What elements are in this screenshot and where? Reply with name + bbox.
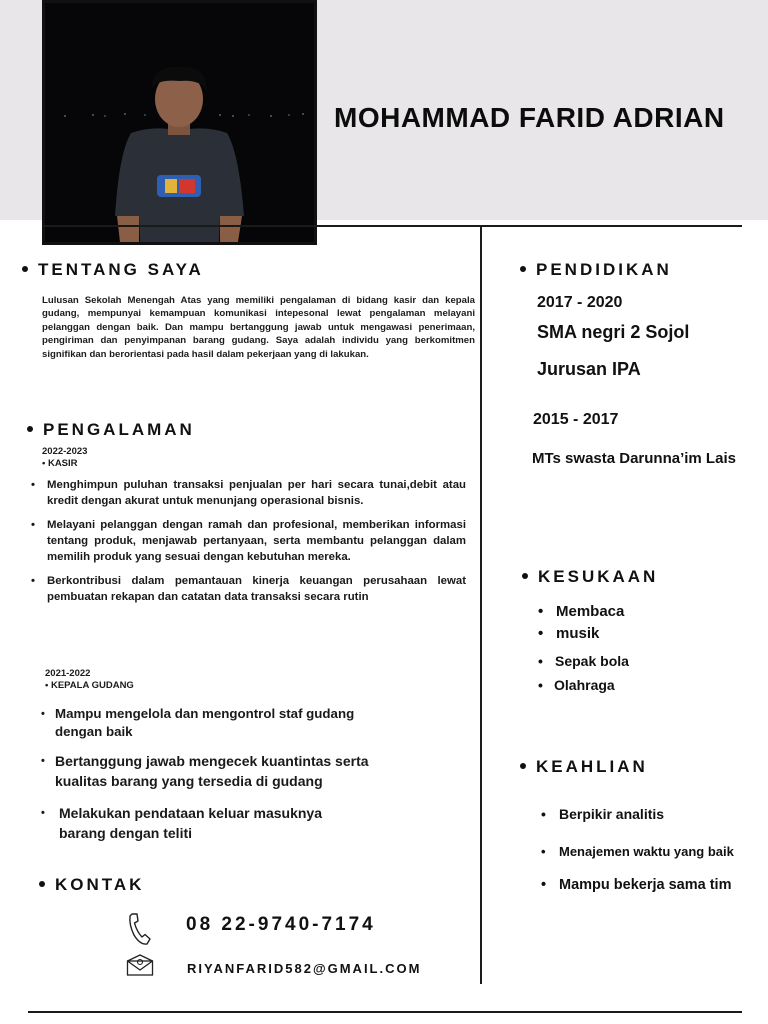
list-item: • Bertanggung jawab mengecek kuantintas serta kualitas barang yang tersedia di gudang <box>41 751 395 791</box>
phone-number[interactable]: 08 22-9740-7174 <box>186 914 376 935</box>
education-years: 2015 - 2017 <box>533 411 619 428</box>
job-role: • KASIR <box>42 458 78 469</box>
list-item: • Berpikir analitis <box>541 805 741 824</box>
bullet-icon <box>522 573 528 579</box>
job-period: 2021-2022 <box>45 668 91 679</box>
education-heading: PENDIDIKAN <box>520 260 672 280</box>
job-period: 2022-2023 <box>42 446 88 457</box>
hobbies-list <box>538 602 738 695</box>
education-school: SMA negri 2 Sojol <box>537 322 690 342</box>
education-school: MTs swasta Darunna’im Lais <box>532 450 736 467</box>
experience-heading: PENGALAMAN <box>27 420 195 440</box>
email-icon <box>126 954 154 976</box>
full-name: MOHAMMAD FARID ADRIAN <box>334 102 725 133</box>
column-divider <box>480 227 482 984</box>
list-item: • Mampu mengelola dan mengontrol staf gudang dengan baik <box>41 705 385 741</box>
job-duties-gudang <box>41 705 401 843</box>
list-item: • Menajemen waktu yang baik <box>541 842 739 861</box>
education-major: Jurusan IPA <box>537 359 641 379</box>
list-item: • Melakukan pendataan keluar masuknya barang dengan teliti <box>41 803 359 843</box>
bullet-icon <box>520 266 526 272</box>
top-divider <box>42 225 742 227</box>
list-item: • Sepak bola <box>538 651 738 671</box>
list-item: • Berkontribusi dalam pemantauan kinerja keuangan perusahaan lewat pembuatan rekapan dan catatan data transaksi secara rutin <box>31 573 466 605</box>
skills-heading: KEAHLIAN <box>520 757 648 777</box>
job-role: • KEPALA GUDANG <box>45 680 134 691</box>
bullet-icon <box>22 266 28 272</box>
list-item: • Melayani pelanggan dengan ramah dan profesional, memberikan informasi tentang produk, menjawab pertanyaan, serta membantu pelanggan dalam memilih produk yang sesuai dengan kebutuhan mereka. <box>31 517 466 565</box>
hobbies-heading: KESUKAAN <box>522 567 658 587</box>
list-item: • Mampu bekerja sama tim <box>541 875 739 895</box>
list-item: • Olahraga <box>538 675 738 695</box>
education-years: 2017 - 2020 <box>537 294 623 311</box>
about-heading: TENTANG SAYA <box>22 260 204 280</box>
portrait-illustration <box>45 3 314 242</box>
list-item: • musik <box>538 624 738 644</box>
contact-heading: KONTAK <box>39 875 144 895</box>
about-text: Lulusan Sekolah Menengah Atas yang memiliki pengalaman di bidang kasir dan kepala gudang, mempunyai kemampuan komunikasi intepesonal lewat pengalaman melayani pelanggan dengan baik. Dan mampu bertanggung jawab untuk mengawasi penerimaan, pengiriman dan penyimpanan barang gudang. Saya adalah individu yang berkomitmen signifikan dan berorientasi pada hasil dalam pekerjaan yang di lakukan. <box>42 295 475 360</box>
bullet-icon <box>520 763 526 769</box>
list-item: • Membaca <box>538 602 738 622</box>
bottom-divider <box>28 1011 742 1013</box>
profile-photo <box>42 0 317 245</box>
skills-list <box>541 805 741 895</box>
phone-icon <box>126 912 152 946</box>
job-duties-kasir <box>31 477 466 613</box>
email-address[interactable]: RIYANFARID582@GMAIL.COM <box>187 961 422 976</box>
bullet-icon <box>39 881 45 887</box>
bullet-icon <box>27 426 33 432</box>
list-item: • Menghimpun puluhan transaksi penjualan per hari secara tunai,debit atau kredit dengan akurat untuk menunjang operasional bisnis. <box>31 477 466 509</box>
